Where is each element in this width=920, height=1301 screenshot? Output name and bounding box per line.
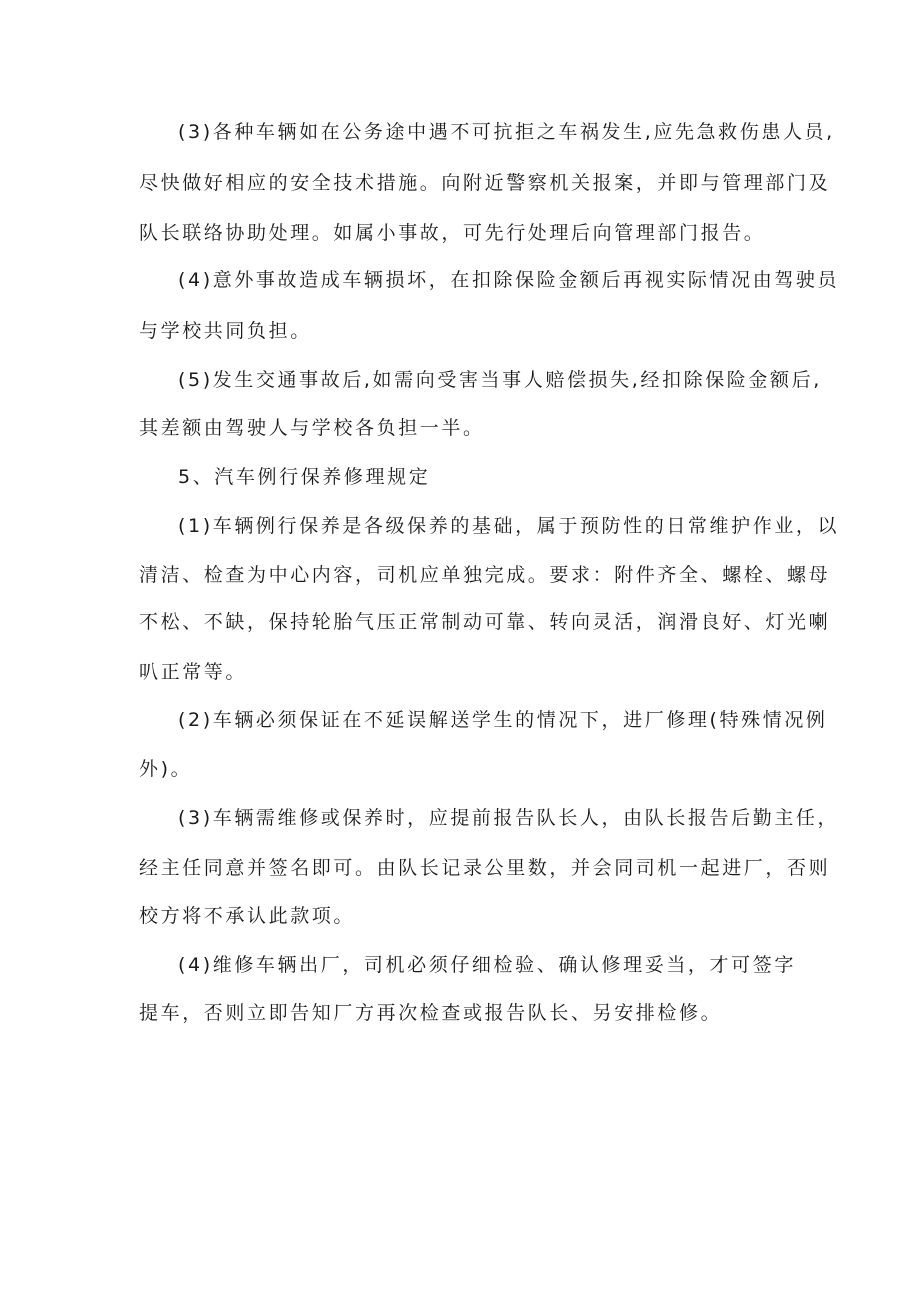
paragraph-line: (1)车辆例行保养是各级保养的基础，属于预防性的日常维护作业，以 [178,515,840,537]
paragraph-line: 提车，否则立即告知厂方再次检查或报告队长、另安排检修。 [139,1002,723,1024]
paragraph-line: 尽快做好相应的安全技术措施。向附近警察机关报案，并即与管理部门及 [139,172,831,194]
section-heading: 5、汽车例行保养修理规定 [178,466,431,488]
paragraph-line: (3)车辆需维修或保养时，应提前报告队长人，由队长报告后勤主任， [178,807,840,829]
paragraph-line: 叭正常等。 [139,661,248,683]
paragraph-line: (4)维修车辆出厂，司机必须仔细检验、确认修理妥当，才可签字 [178,954,796,976]
paragraph-line: 其差额由驾驶人与学校各负担一半。 [139,417,485,439]
paragraph-line: (3)各种车辆如在公务途中遇不可抗拒之车祸发生,应先急救伤患人员, [178,121,835,143]
paragraph-line: 经主任同意并签名即可。由队长记录公里数，并会同司机一起进厂，否则 [139,857,831,879]
paragraph-line: 队长联络协助处理。如属小事故，可先行处理后向管理部门报告。 [139,222,766,244]
paragraph-line: (2)车辆必须保证在不延误解送学生的情况下，进厂修理(特殊情况例 [178,709,828,731]
paragraph-line: 校方将不承认此款项。 [139,905,356,927]
paragraph-line: (4)意外事故造成车辆损坏，在扣除保险金额后再视实际情况由驾驶员 [178,269,840,291]
paragraph-line: (5)发生交通事故后,如需向受害当事人赔偿损失,经扣除保险金额后, [178,369,822,391]
paragraph-line: 清洁、检查为中心内容，司机应单独完成。要求：附件齐全、螺栓、螺母 [139,564,831,586]
paragraph-line: 不松、不缺，保持轮胎气压正常制动可靠、转向灵活，润滑良好、灯光喇 [139,611,831,633]
paragraph-line: 与学校共同负担。 [139,320,312,342]
paragraph-line: 外)。 [139,758,193,780]
